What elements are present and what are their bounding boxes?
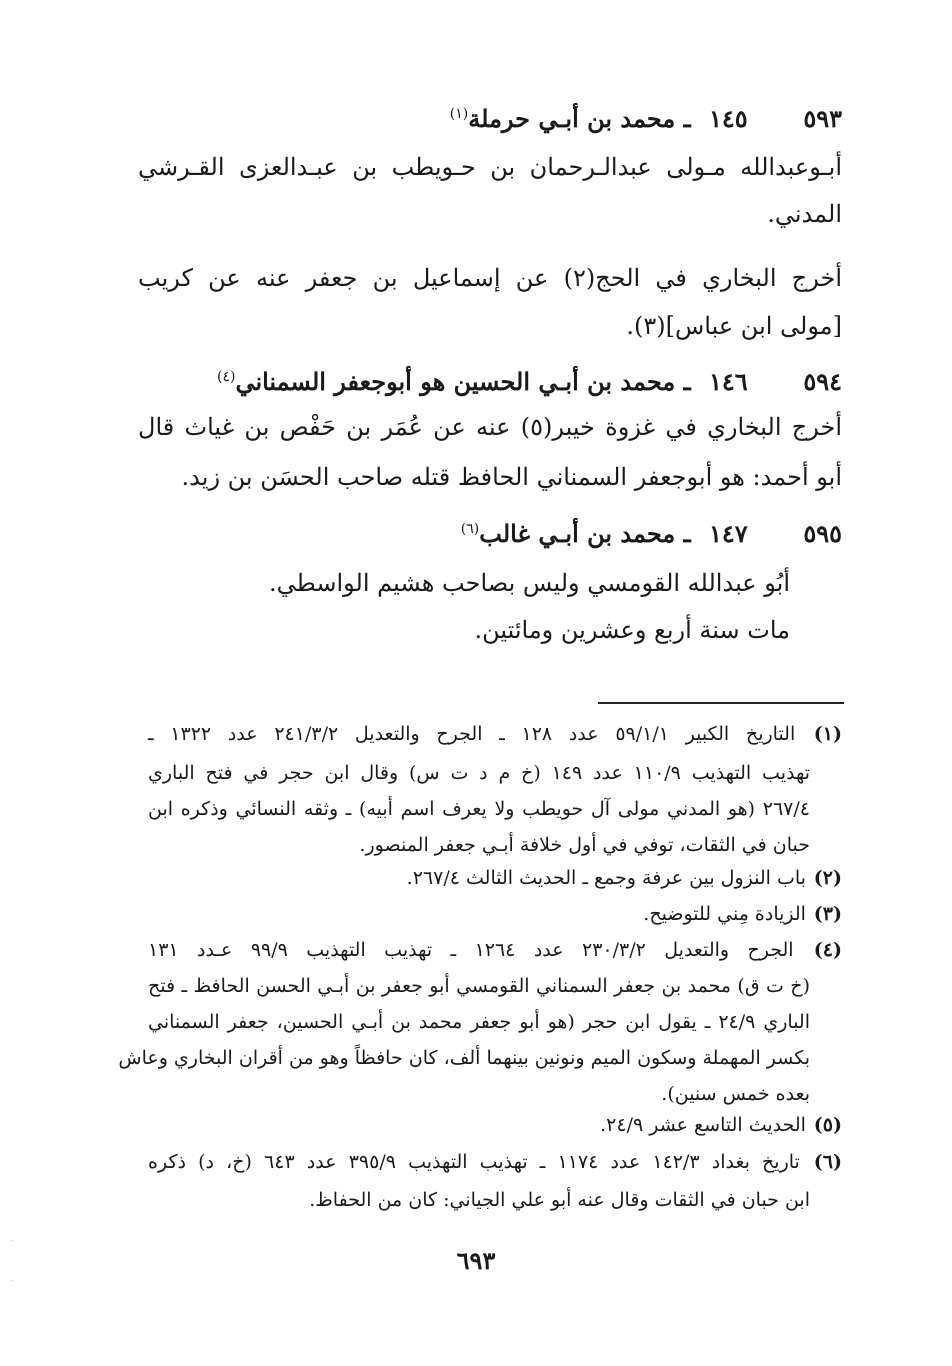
footnote-text-line: باب النزول بين عرفة وجمع ـ الحديث الثالث ٢٦٧/٤. [406, 867, 806, 889]
footnote-text-line: الحديث التاسع عشر ٢٤/٩. [600, 1114, 806, 1136]
entry-dash: ـ [683, 519, 691, 548]
entry-local-number: ١٤٥ [708, 104, 748, 133]
footnote-number: (٤) [813, 939, 843, 961]
footnote-text-line: حبان في الثقات، توفي في أول خلافة أبـي جعفر المنصور. [359, 834, 810, 856]
footnote-text-line: التاريخ الكبير ٥٩/١/١ عدد ١٢٨ ـ الجرح والتعديل ٢٤١/٣/٢ عدد ١٣٢٢ ـ [148, 723, 796, 745]
footnote-ref: (٦) [460, 521, 480, 537]
entry-local-number: ١٤٧ [708, 519, 748, 548]
footnote-number: (٥) [813, 1114, 842, 1136]
entry-text-line: [مولى ابن عباس](٣). [626, 312, 842, 340]
footnote-text-line: (خ ت ق) محمد بن جعفر السمناني القومسي أبو جعفر بن أبـي الحسن الحافظ ـ فتح [148, 975, 810, 997]
footnote [148, 722, 842, 748]
footnote-ref: (٤) [216, 369, 236, 385]
footnote-text-line: بكسر المهملة وسكون الميم ونونين بينهما ألف، كان حافظاً وهو من أقران البخاري وعاش [118, 1047, 810, 1069]
scan-speck [12, 1280, 13, 1281]
entry-heading [217, 367, 842, 396]
entry-local-number: ١٤٦ [708, 367, 748, 396]
entry-global-number: ٥٩٣ [803, 104, 842, 133]
footnote-number: (٣) [813, 903, 842, 925]
footnote [148, 1150, 842, 1176]
footnote-text-line: الباري ٢٤/٩ ـ يقول ابن حجر (هو أبو جعفر محمد بن أبـي الحسين، جعفر السمناني [148, 1011, 810, 1033]
entry-global-number: ٥٩٥ [803, 519, 842, 548]
entry-text-line: مات سنة أربع وعشرين ومائتين. [474, 616, 790, 644]
footnote-ref: (١) [449, 106, 469, 122]
footnote-separator [598, 702, 844, 704]
entry-global-number: ٥٩٤ [803, 367, 842, 396]
entry-name: محمد بن أبـي حرملة [468, 104, 676, 133]
footnote-text-line: تهذيب التهذيب ١١٠/٩ عدد ١٤٩ (خ م د ت س) وقال ابن حجر في فتح الباري [148, 762, 810, 784]
entry-text-line: أبو أحمد: هو أبوجعفر السمناني الحافظ قتله صاحب الحسَن بن زيد. [181, 463, 842, 491]
footnote-number: (١) [813, 723, 842, 745]
entry-heading [450, 104, 842, 133]
entry-text-line: المدني. [767, 200, 842, 228]
footnote-text-line: الزيادة مِني للتوضيح. [643, 903, 806, 925]
footnote [643, 902, 842, 928]
footnote-number: (٦) [813, 1151, 842, 1173]
footnote [600, 1113, 842, 1139]
entry-dash: ـ [683, 367, 691, 396]
entry-text-line: أخرج البخاري في الحج(٢) عن إسماعيل بن جعفر عنه عن كريب [138, 264, 842, 292]
entry-heading [461, 519, 842, 548]
footnote-text-line: ٢٦٧/٤ (هو المدني مولى آل حويطب ولا يعرف اسم أبيه) ـ وثقه النسائي وذكره ابن [148, 798, 810, 820]
page-number: ٦٩٣ [456, 1246, 496, 1275]
footnote-text-line: الجرح والتعديل ٢٣٠/٣/٢ عدد ١٢٦٤ ـ تهذيب التهذيب ٩٩/٩ عـدد ١٣١ [148, 939, 794, 961]
entry-name: محمد بن أبـي غالب [479, 519, 676, 548]
scan-speck [12, 1240, 13, 1241]
footnote-text-line: ابن حبان في الثقات وقال عنه أبو علي الجياني: كان من الحفاظ. [309, 1189, 810, 1211]
footnote-number: (٢) [813, 867, 842, 889]
footnote [407, 866, 842, 892]
entry-dash: ـ [683, 104, 691, 133]
entry-text-line: أبـوعبدالله مـولى عبدالـرحمان بن حـويطب بن عبـدالعزى القـرشي [138, 153, 842, 181]
footnote-text-line: تاريخ بغداد ١٤٢/٣ عدد ١١٧٤ ـ تهذيب التهذيب ٣٩٥/٩ عدد ٦٤٣ (خ، د) ذكره [148, 1151, 800, 1173]
entry-text-line: أخرج البخاري في غزوة خيبر(٥) عنه عن عُمَر بن حَفْص بن غياث قال [138, 413, 842, 441]
footnote-text-line: بعده خمس سنين). [661, 1083, 810, 1105]
entry-text-line: أبُو عبدالله القومسي وليس بصاحب هشيم الواسطي. [269, 569, 790, 597]
footnote [148, 938, 842, 964]
entry-name: محمد بن أبـي الحسين هو أبوجعفر السمناني [235, 367, 676, 396]
